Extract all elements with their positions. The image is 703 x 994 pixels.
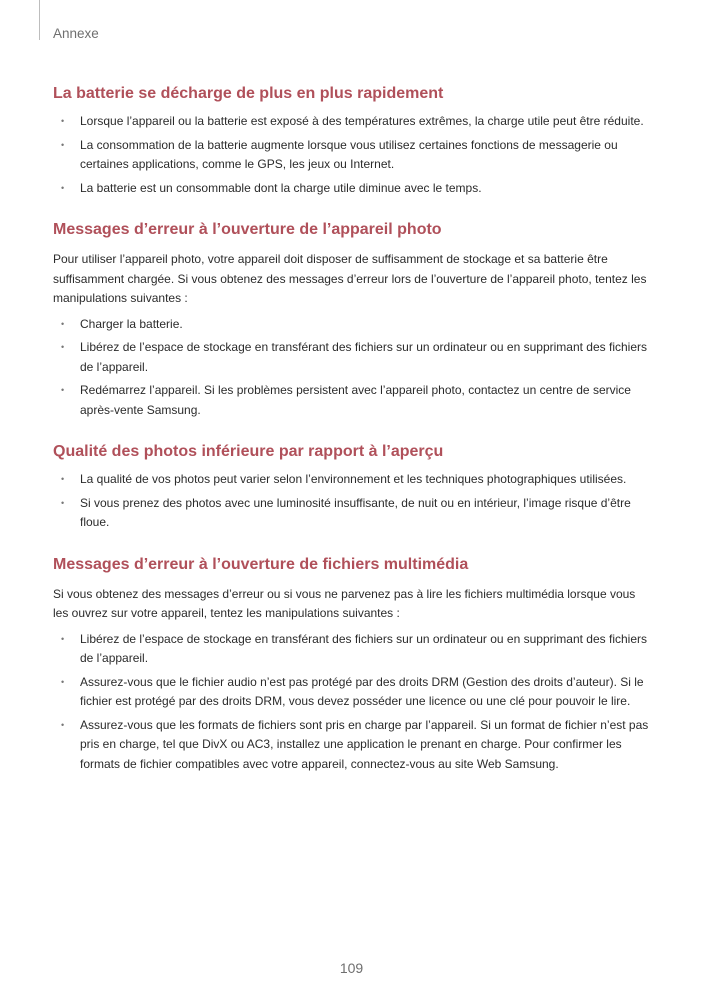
bullet-icon: • [61,318,65,329]
section-intro: Pour utiliser l’appareil photo, votre appareil doit disposer de suffisamment de stockage et sa batterie être suffisamment chargée. Si vous obtenez des messages d’erreur lors de l’ouverture de l’appareil photo, tentez les manipulations suivantes : [53,252,647,305]
list-item: • Assurez-vous que le fichier audio n’est pas protégé par des droits DRM (Gestion des droits d’auteur). Si le fichier est protégé par des droits DRM, vous devez posséder une licence ou une clé pour pouvoir le lire. [61,674,644,708]
list-item: • La batterie est un consommable dont la charge utile diminue avec le temps. [53,179,649,199]
bullet-list [53,112,649,198]
section-intro: Si vous obtenez des messages d’erreur ou si vous ne parvenez pas à lire les fichiers multimédia lorsque vous les ouvrez sur votre appareil, tentez les manipulations suivantes : [53,586,636,620]
header-rule [39,0,40,40]
list-item: • Lorsque l’appareil ou la batterie est exposé à des températures extrêmes, la charge utile peut être réduite. [53,112,649,132]
list-item: • Charger la batterie. [53,315,649,335]
bullet-icon: • [61,139,65,150]
section-title: Messages d’erreur à l’ouverture de fichiers multimédia [53,555,469,573]
bullet-icon: • [61,116,65,126]
section-title: La batterie se décharge de plus en plus rapidement [53,85,444,102]
section-photo-quality [53,442,649,533]
running-header: Annexe [53,26,99,41]
bullet-list [53,315,649,421]
bullet-list [53,630,649,775]
bullet-icon: • [61,497,65,508]
list-item: • La consommation de la batterie augmente lorsque vous utilisez certaines fonctions de messagerie ou certaines applications, comme le GPS, les jeux ou Internet. [61,137,618,171]
bullet-icon: • [61,676,65,687]
section-camera-errors [53,220,649,420]
bullet-icon: • [61,385,65,395]
list-item: • La qualité de vos photos peut varier selon l’environnement et les techniques photographiques utilisées. [53,470,649,490]
list-item: • Libérez de l’espace de stockage en transférant des fichiers sur un ordinateur ou en supprimant des fichiers de l’appareil. [61,340,647,374]
section-title: Qualité des photos inférieure par rapport à l’aperçu [53,443,444,460]
list-item: • Libérez de l’espace de stockage en transférant des fichiers sur un ordinateur ou en supprimant des fichiers de l’appareil. [61,631,647,665]
page-number: 109 [339,960,364,976]
list-item: • Si vous prenez des photos avec une luminosité insuffisante, de nuit ou en intérieur, l’image risque d’être floue. [61,495,631,529]
section-title: Messages d’erreur à l’ouverture de l’appareil photo [53,221,442,238]
bullet-icon: • [61,182,65,193]
bullet-icon: • [61,719,65,730]
bullet-icon: • [61,474,65,484]
bullet-list [53,470,649,533]
list-item: • Redémarrez l’appareil. Si les problèmes persistent avec l’appareil photo, contactez un centre de service après-vente Samsung. [61,383,631,417]
list-item: • Assurez-vous que les formats de fichiers sont pris en charge par l’appareil. Si un format de fichier n’est pas pris en charge, tel que DivX ou AC3, installez une application le prenant en charge. Pour confirmer les formats de fichier compatibles avec votre appareil, connectez-vous au site Web Samsung. [61,717,649,771]
page-content [53,84,649,796]
section-multimedia-errors [53,555,649,775]
bullet-icon: • [61,342,65,352]
section-battery [53,84,649,198]
bullet-icon: • [61,633,65,644]
